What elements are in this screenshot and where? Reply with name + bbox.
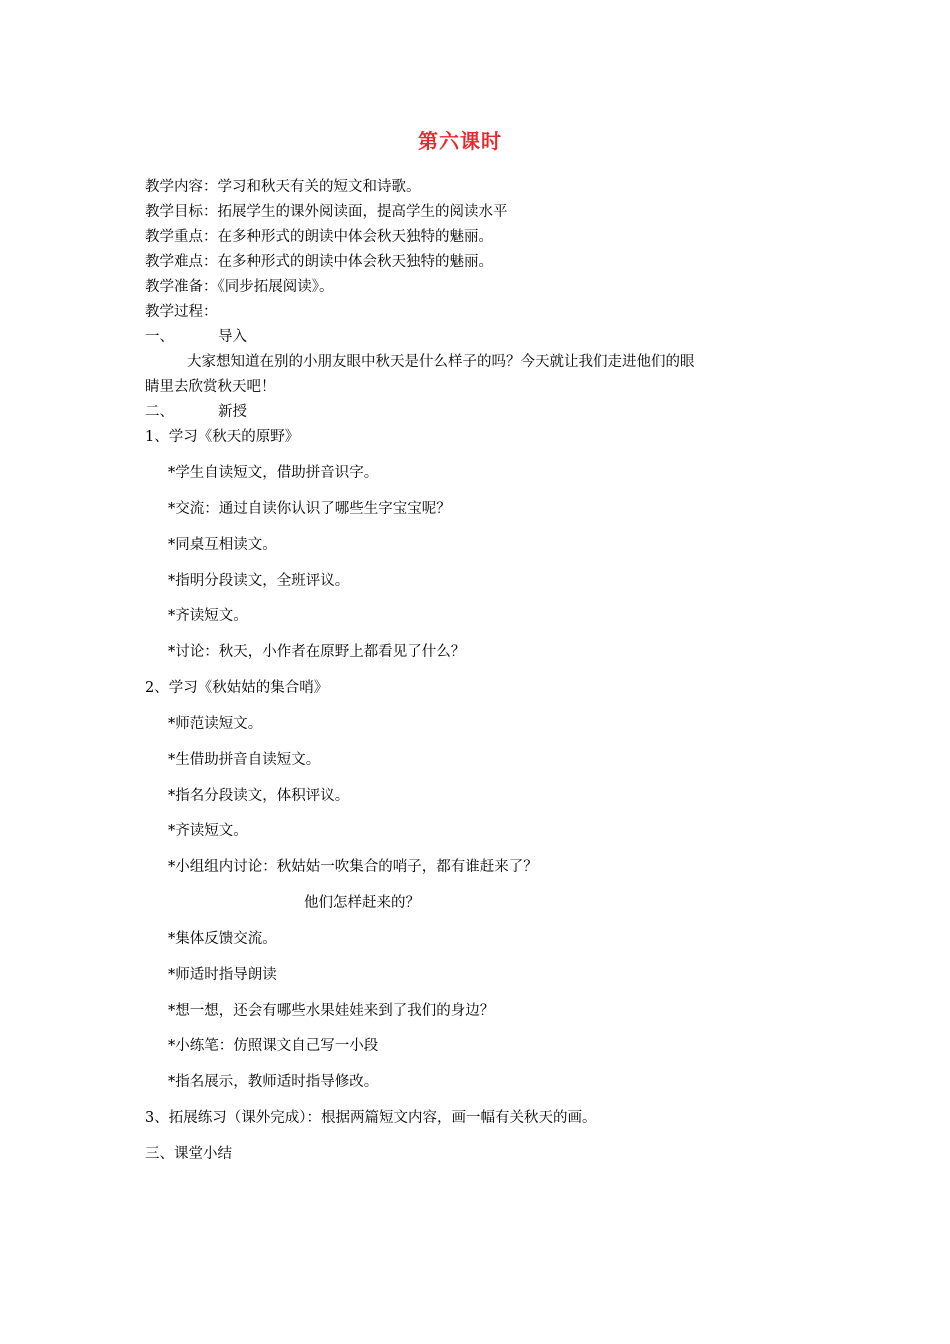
section-2-number: 二、 [145, 404, 174, 420]
list-item: *齐读短文。 [168, 608, 248, 624]
section-1-paragraph-line-2: 睛里去欣赏秋天吧！ [145, 379, 276, 395]
list-item: *集体反馈交流。 [168, 931, 277, 947]
page-title: 第六课时 [418, 129, 502, 153]
section-1-title: 导入 [218, 329, 247, 345]
list-item: *指名分段读文，体积评议。 [168, 788, 350, 804]
list-item: *讨论：秋天，小作者在原野上都看见了什么？ [168, 644, 466, 660]
section-1-heading [145, 327, 247, 347]
teaching-key-point: 教学重点：在多种形式的朗读中体会秋天独特的魅丽。 [145, 229, 493, 245]
section-2-heading [145, 402, 247, 422]
list-item: *小练笔：仿照课文自己写一小段 [168, 1038, 379, 1054]
list-item: *指明分段读文，全班评议。 [168, 573, 350, 589]
list-item: *想一想，还会有哪些水果娃娃来到了我们的身边？ [168, 1003, 495, 1019]
list-item-continuation: 他们怎样赶来的？ [304, 895, 420, 911]
teaching-preparation: 教学准备：《同步拓展阅读》。 [145, 279, 334, 295]
list-item: *生借助拼音自读短文。 [168, 752, 321, 768]
teaching-difficulty: 教学难点：在多种形式的朗读中体会秋天独特的魅丽。 [145, 254, 493, 270]
section-1-paragraph-line-1: 大家想知道在别的小朋友眼中秋天是什么样子的吗？今天就让我们走进他们的眼 [187, 354, 695, 370]
section-3-heading: 三、课堂小结 [145, 1146, 232, 1162]
list-item: *学生自读短文，借助拼音识字。 [168, 465, 379, 481]
list-item: *师适时指导朗读 [168, 967, 277, 983]
subsection-3-heading: 3、拓展练习（课外完成）：根据两篇短文内容，画一幅有关秋天的画。 [145, 1110, 597, 1126]
subsection-1-heading: 1、学习《秋天的原野》 [145, 429, 300, 445]
section-2-title: 新授 [218, 404, 247, 420]
list-item: *同桌互相读文。 [168, 537, 277, 553]
subsection-2-heading: 2、学习《秋姑姑的集合哨》 [145, 680, 329, 696]
list-item: *小组组内讨论：秋姑姑一吹集合的哨子，都有谁赶来了？ [168, 859, 538, 875]
list-item: *师范读短文。 [168, 716, 263, 732]
teaching-goal: 教学目标：拓展学生的课外阅读面，提高学生的阅读水平 [145, 204, 508, 220]
section-1-number: 一、 [145, 329, 174, 345]
teaching-content: 教学内容：学习和秋天有关的短文和诗歌。 [145, 179, 421, 195]
teaching-process: 教学过程： [145, 304, 218, 320]
list-item: *交流：通过自读你认识了哪些生字宝宝呢？ [168, 501, 451, 517]
list-item: *指名展示，教师适时指导修改。 [168, 1074, 379, 1090]
list-item: *齐读短文。 [168, 823, 248, 839]
